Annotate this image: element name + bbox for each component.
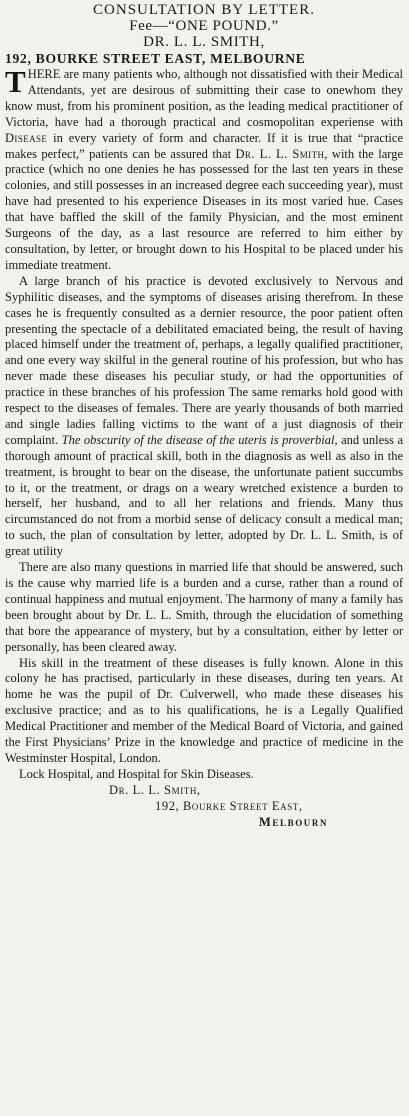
paragraph-intro-doctor: Dr. L. L. Smith bbox=[235, 146, 325, 161]
ad-address: 192, BOURKE STREET EAST, MELBOURNE bbox=[5, 51, 306, 66]
paragraph-practice-text-c: and unless a thorough amount of practical skill, both in the diagnosis as well as also in the treatment, is brought to bear on the disease, the unfortunate patient succumbs to it, or the treatment, or drags on a weary wretched existence a burden to herself, her husband, and to all her relations and friends. Many thus circumstanced do not from a morbid sense of delicacy consult a medical man; to such, the plan of consultation by letter, adopted by Dr. L. L. Smith, is of great utility bbox=[5, 432, 403, 559]
paragraph-practice bbox=[5, 274, 403, 560]
paragraph-intro bbox=[5, 64, 404, 274]
ad-title: CONSULTATION BY LETTER. bbox=[93, 2, 315, 18]
paragraph-intro-text-e: , with the large practice (which no one denies he has possessed for the last ten years in these colonies, and still possesses in an increased degree each succeeding year), must have had presented to his experience Diseases in its most varied hue. Cases that have baffled the skill of the family Physician, and the most eminent Surgeons of the day, as a last resource are referred to him either by consultation, by letter, or brought down to his Hospital to be placed under his immediate treatment. bbox=[5, 146, 404, 272]
paragraph-intro-text-a: HERE are many patients who, although not dissatisfied with their Medical Attendants, yet are desirous of submitting their case to onewhom they know must, from his prominent position, as the leading medical practitioner of Victoria, have had a thorough practical and cosmopolitan experiense with bbox=[5, 67, 403, 129]
signature-street: 192, Bourke Street East, bbox=[155, 798, 303, 813]
ad-doctor-name: DR. L. L. SMITH, bbox=[143, 34, 265, 50]
signature-hospital: Lock Hospital, and Hospital for Skin Diseases. bbox=[19, 766, 254, 781]
paragraph-qualifications: His skill in the treatment of these diseases is fully known. Alone in this colony he has practised, particularly in these diseases, during ten years. At home he was the pupil of Dr. Culverwell, who made these diseases his exclusive practice; and as to his qualifications, he is a Legally Qualified Medical Practitioner and member of the Medical Board of Victoria, and gained the First Physicians’ Prize in the knowledge and practice of medicine in the Westminster Hospital, London. bbox=[5, 655, 403, 765]
paragraph-intro-text-c: in every variety of form and character. If it is true that “practice makes perfect,” patients can be assured that bbox=[5, 130, 403, 161]
signature-name: Dr. L. L. Smith, bbox=[109, 782, 201, 797]
signature-city: Melbourn bbox=[259, 814, 329, 829]
ad-body bbox=[5, 64, 404, 767]
paragraph-intro-disease: Disease bbox=[5, 130, 48, 145]
paragraph-practice-italic: The obscurity of the disease of the uteris is proverbial, bbox=[61, 432, 338, 447]
paragraph-married-life: There are also many questions in married life that should be answered, such is the cause why married life is a burden and a curse, rather than a round of continual happiness and mutual enjoyment. The harmony of many a family has been brought about by Dr. L. L. Smith, through the elucidation of something that bore the appearance of mystery, but by a consultation, either by letter or personally, has been cleared away. bbox=[5, 560, 403, 654]
drop-cap: T bbox=[5, 64, 26, 99]
paragraph-practice-text-a: A large branch of his practice is devoted exclusively to Nervous and Syphilitic diseases, and the symptoms of diseases arising therefrom. In these cases he is frequently consulted as a dernier resource, the poor patient often presenting the spectacle of a debilitated emaciated being, the result of having placed himself under the treatment of, perhaps, a legally qualified practitioner, and one every way skilful in the general routine of his profession, but who has never made these diseases his peculiar study, or had the opportunities of practice in these branches of his profession The same remarks hold good with respect to the diseases of females. There are yearly thousands of both married and single ladies falling victims to the want of a just diagnosis of their complaint. bbox=[5, 273, 403, 447]
ad-fee: Fee—“ONE POUND.” bbox=[129, 18, 279, 34]
